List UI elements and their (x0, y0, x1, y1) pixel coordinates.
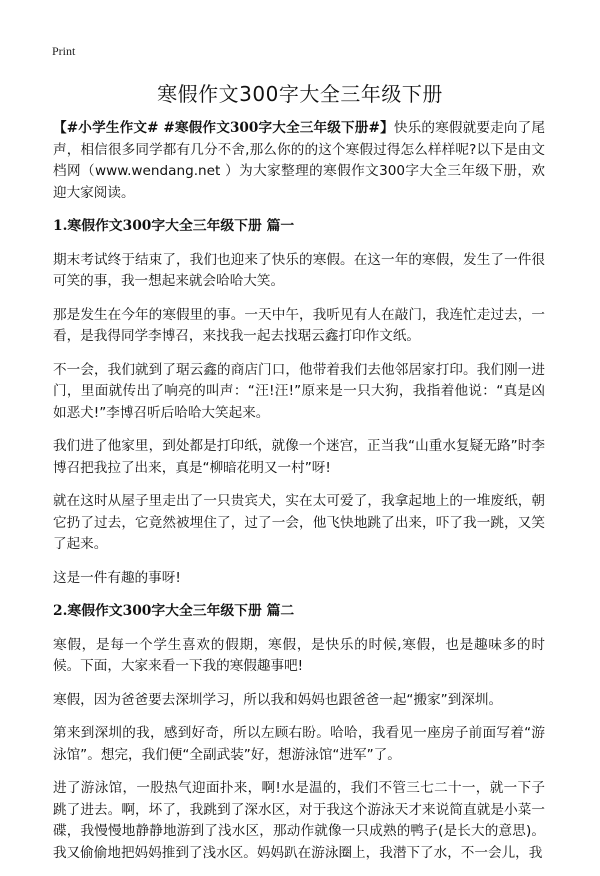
section-1-paragraph: 我们进了他家里，到处都是打印纸，就像一个迷宫，正当我“山重水复疑无路”时李博召把我拉了出来，真是“柳暗花明又一村”呀! (53, 438, 545, 476)
section-1-paragraph: 不一会，我们就到了琚云鑫的商店门口，他带着我们去他邻居家打印。我们刚一进门，里面就传出了响亮的叫声：“汪!汪!”原来是一只大狗，我指着他说：“真是凶如恶犬!”李博召听后哈哈大笑起来。 (53, 361, 545, 421)
intro-paragraph (53, 118, 545, 204)
intro-text: 快乐的寒假就要走向了尾声，相信很多同学都有几分不舍,那么你的的这个寒假过得怎么样样呢?以下是由文档网（www.wendang.net ）为大家整理的寒假作文300字大全三年级下册，欢迎大家阅读。 (53, 120, 545, 201)
section-2-paragraph: 寒假，是每一个学生喜欢的假期，寒假，是快乐的时候,寒假，也是趣味多的时候。下面，大家来看一下我的寒假趣事吧! (53, 636, 545, 674)
section-2-paragraph: 第来到深圳的我，感到好奇，所以左顾右盼。哈哈，我看见一座房子前面写着“游泳馆”。想完，我们便“全副武装”好，想游泳馆“进军”了。 (53, 725, 545, 763)
section-heading-1: 1.寒假作文300字大全三年级下册 篇一 (53, 218, 295, 234)
section-1-paragraph: 那是发生在今年的寒假里的事。一天中午，我听见有人在敲门，我连忙走过去，一看，是我得同学李博召，来找我一起去找琚云鑫打印作文纸。 (53, 306, 545, 344)
section-1-paragraph: 期末考试终于结束了，我们也迎来了快乐的寒假。在这一年的寒假，发生了一件很可笑的事，我一想起来就会哈哈大笑。 (53, 251, 545, 289)
section-2-paragraph: 进了游泳馆，一股热气迎面扑来，啊!水是温的，我们不管三七二十一，就一下子跳了进去。啊，坏了，我跳到了深水区，对于我这个游泳天才来说简直就是小菜一碟，我慢慢地静静地游到了浅水区，那动作就像一只成熟的鸭子(是长大的意思)。我又偷偷地把妈妈推到了浅水区。妈妈趴在游泳圈上，我潜下了水，不一会儿，我 (53, 780, 545, 861)
intro-tags: 【#小学生作文# #寒假作文300字大全三年级下册#】 (53, 120, 394, 136)
page-title: 寒假作文300字大全三年级下册 (157, 82, 443, 106)
section-1-paragraph: 这是一件有趣的事呀! (53, 569, 181, 586)
section-1-paragraph: 就在这时从屋子里走出了一只贵宾犬，实在太可爱了，我拿起地上的一堆废纸，朝它扔了过去，它竟然被埋住了，过了一会，他飞快地跳了出来，吓了我一跳，又笑了起来。 (53, 493, 545, 552)
document-body (53, 118, 545, 876)
print-label: Print (52, 44, 76, 58)
section-2-paragraph: 寒假，因为爸爸要去深圳学习，所以我和妈妈也跟爸爸一起“搬家”到深圳。 (53, 691, 503, 708)
section-heading-2: 2.寒假作文300字大全三年级下册 篇二 (53, 603, 295, 619)
